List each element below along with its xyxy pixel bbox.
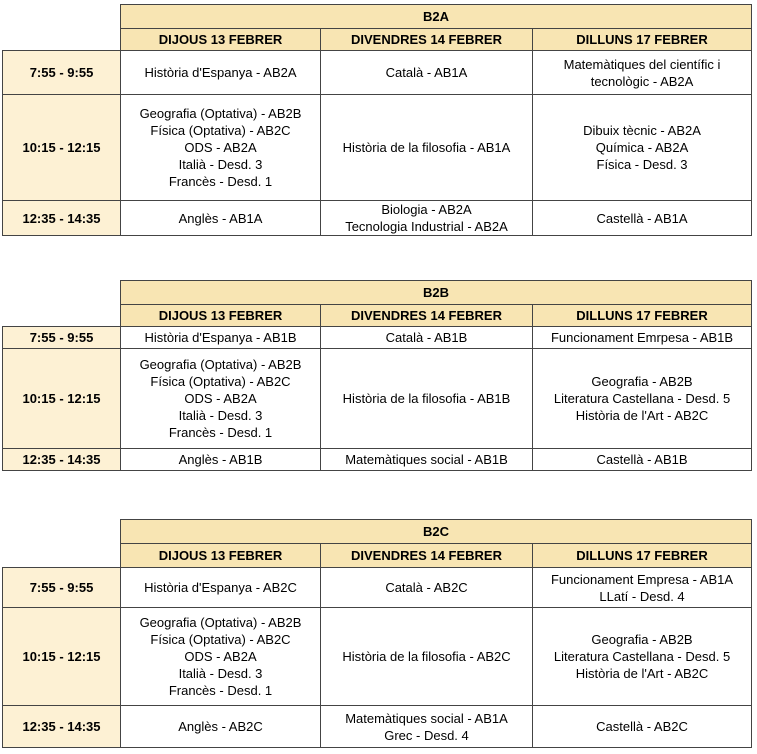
schedule-row <box>3 449 752 471</box>
subject-cell <box>121 51 321 95</box>
day-header: DIJOUS 13 FEBRER <box>121 29 321 51</box>
subject-line: Matemàtiques social - AB1A <box>345 710 508 726</box>
subject-line: Castellà - AB1B <box>596 452 688 467</box>
subject-line: Geografia - AB2B <box>591 374 693 389</box>
subject-line: Funcionament Empresa - AB1A <box>550 571 734 587</box>
subject-cell <box>321 706 533 748</box>
subject-cell <box>121 327 321 349</box>
group-title: B2B <box>121 281 752 305</box>
blank-corner <box>3 544 121 568</box>
time-slot: 10:15 - 12:15 <box>3 349 121 449</box>
subject-cell <box>121 95 321 201</box>
schedule-table-b2b <box>2 280 752 471</box>
subject-cell <box>321 568 533 608</box>
time-slot: 12:35 - 14:35 <box>3 706 121 748</box>
day-header: DILLUNS 17 FEBRER <box>533 544 752 568</box>
subject-cell <box>533 449 752 471</box>
subject-cell <box>321 327 533 349</box>
subject-line: Francès - Desd. 1 <box>168 174 273 189</box>
subject-line: Anglès - AB2C <box>178 719 263 734</box>
day-header: DIJOUS 13 FEBRER <box>121 544 321 568</box>
subject-line: ODS - AB2A <box>184 391 257 406</box>
subject-line: ODS - AB2A <box>184 649 257 664</box>
time-slot: 7:55 - 9:55 <box>3 51 121 95</box>
subject-cell <box>121 568 321 608</box>
subject-cell <box>533 706 752 748</box>
subject-line: tecnològic - AB2A <box>590 73 694 89</box>
subject-line: Castellà - AB1A <box>596 210 688 226</box>
subject-line: Anglès - AB1B <box>178 452 263 467</box>
blank-corner <box>3 5 121 29</box>
schedule-row <box>3 706 752 748</box>
group-title: B2C <box>121 520 752 544</box>
subject-cell <box>121 349 321 449</box>
subject-line: Italià - Desd. 3 <box>178 157 263 172</box>
time-slot: 7:55 - 9:55 <box>3 568 121 608</box>
blank-corner <box>3 305 121 327</box>
subject-line: Història de la filosofia - AB1B <box>342 391 511 406</box>
subject-line: LLatí - Desd. 4 <box>599 588 685 604</box>
subject-line: Italià - Desd. 3 <box>178 408 263 423</box>
blank-corner <box>3 281 121 305</box>
day-header: DILLUNS 17 FEBRER <box>533 29 752 51</box>
subject-cell <box>533 568 752 608</box>
subject-cell <box>121 608 321 706</box>
subject-cell <box>533 349 752 449</box>
time-slot: 10:15 - 12:15 <box>3 95 121 201</box>
subject-line: Castellà - AB2C <box>596 719 688 734</box>
subject-cell <box>321 95 533 201</box>
time-slot: 12:35 - 14:35 <box>3 201 121 236</box>
subject-line: Francès - Desd. 1 <box>168 425 273 440</box>
subject-line: Geografia (Optativa) - AB2B <box>139 615 302 630</box>
subject-line: Matemàtiques del científic i <box>563 56 721 72</box>
subject-line: Anglès - AB1A <box>178 210 263 226</box>
blank-corner <box>3 29 121 51</box>
subject-cell <box>321 51 533 95</box>
subject-cell <box>321 201 533 236</box>
schedule-table-b2a <box>2 4 752 236</box>
subject-line: Història de l'Art - AB2C <box>575 666 709 681</box>
time-slot: 10:15 - 12:15 <box>3 608 121 706</box>
subject-cell <box>121 706 321 748</box>
subject-cell <box>533 608 752 706</box>
schedule-row <box>3 568 752 608</box>
subject-cell <box>533 95 752 201</box>
subject-line: Grec - Desd. 4 <box>384 727 469 743</box>
subject-line: Biologia - AB2A <box>381 202 472 217</box>
subject-cell <box>533 51 752 95</box>
subject-cell <box>321 449 533 471</box>
subject-line: Història d'Espanya - AB1B <box>144 330 297 345</box>
day-header: DIVENDRES 14 FEBRER <box>321 544 533 568</box>
subject-cell <box>121 449 321 471</box>
day-header: DILLUNS 17 FEBRER <box>533 305 752 327</box>
subject-line: Història d'Espanya - AB2C <box>144 580 297 595</box>
subject-cell <box>321 349 533 449</box>
schedule-row <box>3 51 752 95</box>
subject-line: Dibuix tècnic - AB2A <box>583 123 701 138</box>
schedule-row <box>3 327 752 349</box>
subject-line: Química - AB2A <box>595 140 689 155</box>
subject-line: Català - AB2C <box>385 580 468 595</box>
subject-cell <box>321 608 533 706</box>
subject-cell <box>121 201 321 236</box>
day-header: DIJOUS 13 FEBRER <box>121 305 321 327</box>
time-slot: 12:35 - 14:35 <box>3 449 121 471</box>
subject-line: Català - AB1A <box>385 65 468 80</box>
subject-line: Francès - Desd. 1 <box>168 683 273 698</box>
subject-line: Funcionament Emrpesa - AB1B <box>550 330 734 345</box>
schedule-row <box>3 349 752 449</box>
subject-line: Literatura Castellana - Desd. 5 <box>553 391 731 406</box>
subject-line: Literatura Castellana - Desd. 5 <box>553 649 731 664</box>
subject-line: Física (Optativa) - AB2C <box>150 374 291 389</box>
subject-line: Física - Desd. 3 <box>596 157 688 172</box>
subject-line: Geografia - AB2B <box>591 632 693 647</box>
subject-line: Geografia (Optativa) - AB2B <box>139 357 302 372</box>
subject-line: Història de la filosofia - AB1A <box>342 140 511 155</box>
schedule-row <box>3 608 752 706</box>
subject-cell <box>533 327 752 349</box>
blank-corner <box>3 520 121 544</box>
schedule-table-b2c <box>2 519 752 748</box>
subject-line: Català - AB1B <box>385 330 468 345</box>
time-slot: 7:55 - 9:55 <box>3 327 121 349</box>
schedule-row <box>3 201 752 236</box>
subject-cell <box>533 201 752 236</box>
subject-line: Història de la filosofia - AB2C <box>342 649 511 664</box>
subject-line: Tecnologia Industrial - AB2A <box>345 219 508 234</box>
subject-line: Física (Optativa) - AB2C <box>150 123 291 138</box>
subject-line: Italià - Desd. 3 <box>178 666 263 681</box>
schedule-row <box>3 95 752 201</box>
subject-line: Matemàtiques social - AB1B <box>345 452 508 467</box>
subject-line: Geografia (Optativa) - AB2B <box>139 106 302 121</box>
group-title: B2A <box>121 5 752 29</box>
subject-line: ODS - AB2A <box>184 140 257 155</box>
subject-line: Història de l'Art - AB2C <box>575 408 709 423</box>
subject-line: Física (Optativa) - AB2C <box>150 632 291 647</box>
day-header: DIVENDRES 14 FEBRER <box>321 29 533 51</box>
subject-line: Història d'Espanya - AB2A <box>144 65 297 80</box>
day-header: DIVENDRES 14 FEBRER <box>321 305 533 327</box>
